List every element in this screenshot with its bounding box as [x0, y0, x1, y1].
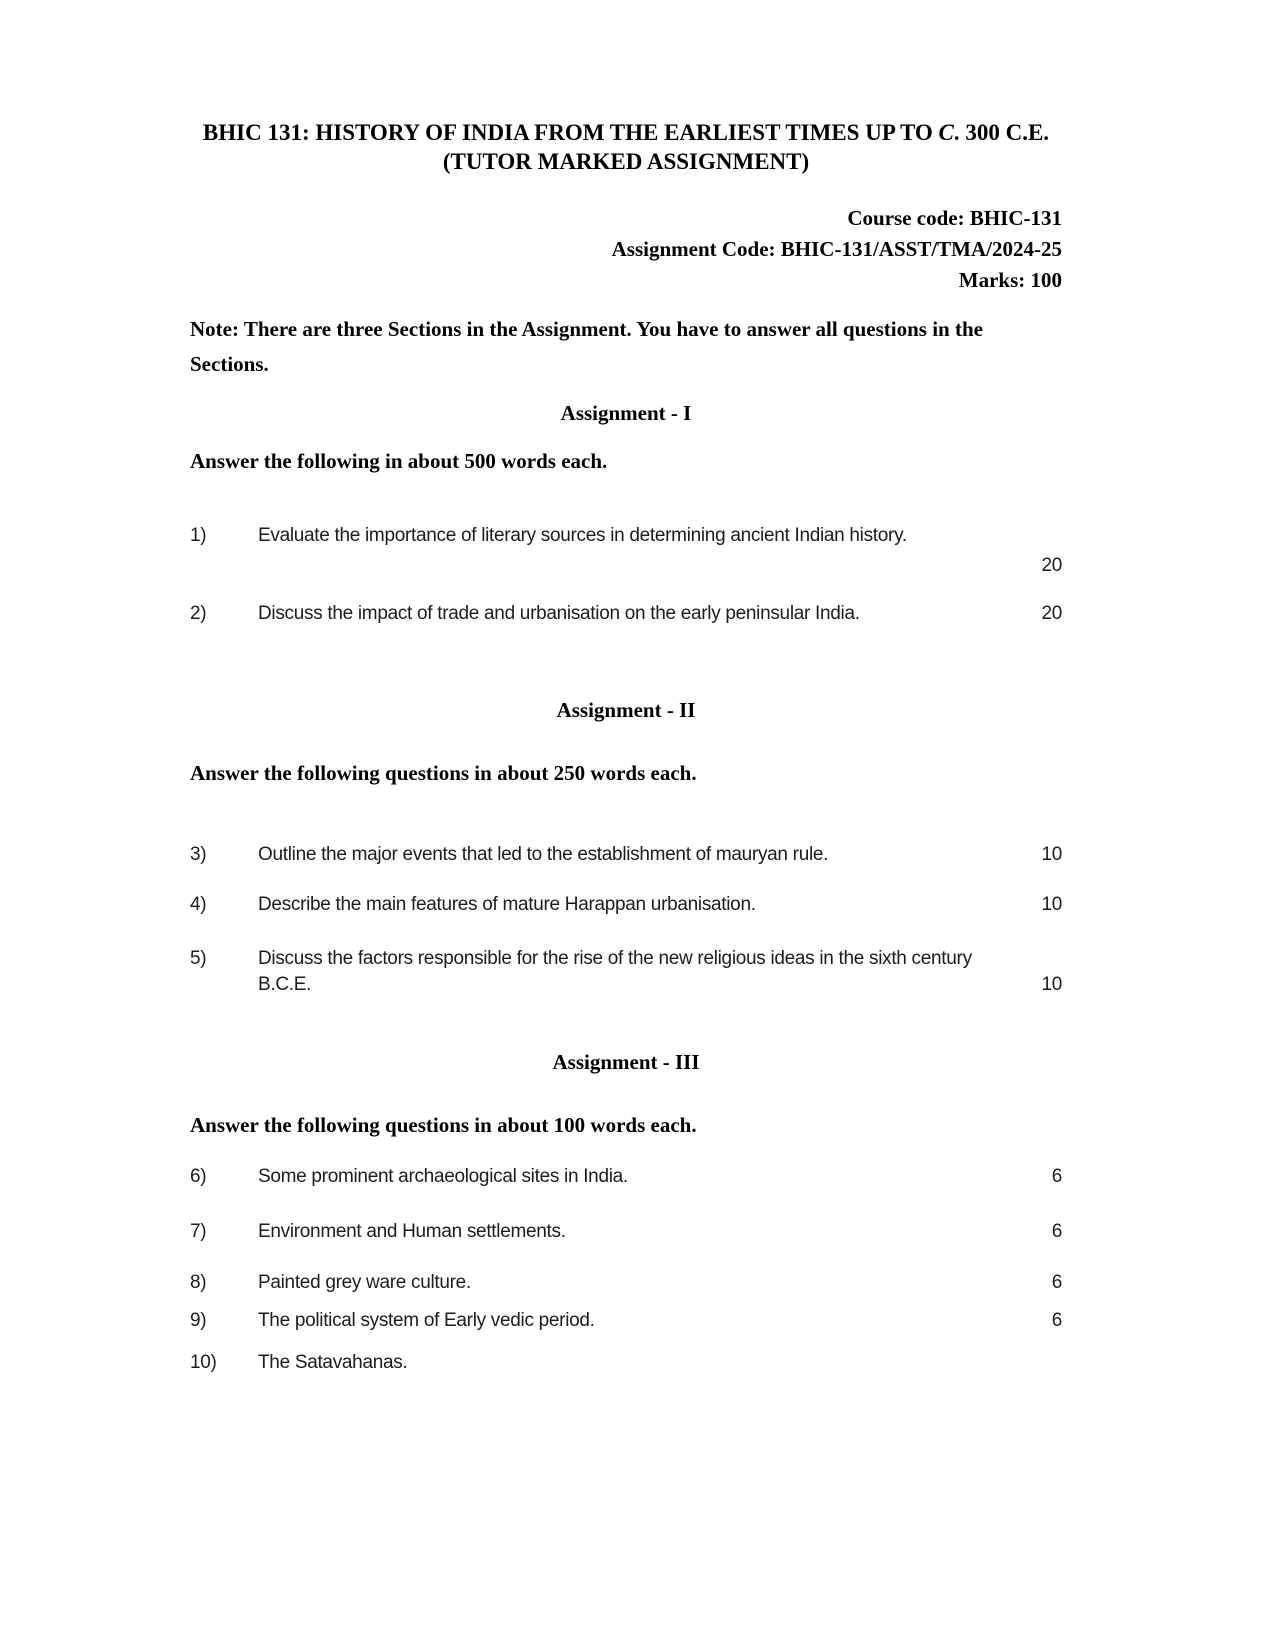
question-row-2: [190, 601, 1062, 627]
assignment-code: Assignment Code: BHIC-131/ASST/TMA/2024-25: [611, 237, 1062, 261]
question-number: 2): [190, 603, 207, 624]
section-instruction-assignment-2: Answer the following questions in about 250 words each.: [190, 761, 697, 785]
total-marks: Marks: 100: [958, 268, 1062, 292]
section-heading-assignment-3: Assignment - III: [552, 1050, 700, 1074]
question-text: Environment and Human settlements.: [258, 1221, 566, 1242]
question-marks: 10: [1041, 974, 1062, 995]
title-text-post: . 300 C.E.: [953, 120, 1050, 145]
question-text: Some prominent archaeological sites in India.: [258, 1166, 628, 1187]
question-marks: 20: [1041, 603, 1062, 624]
title-text-pre: BHIC 131: HISTORY OF INDIA FROM THE EARLIEST TIMES UP TO: [202, 120, 939, 145]
question-list-assignment-1: [190, 523, 1062, 627]
question-number: 10): [190, 1352, 217, 1373]
question-text: Discuss the factors responsible for the rise of the new religious ideas in the sixth century B.C.E.: [258, 948, 972, 995]
question-text: The Satavahanas.: [258, 1352, 408, 1373]
question-marks: 20: [1041, 555, 1062, 576]
section-heading-assignment-1: Assignment - I: [560, 401, 692, 425]
question-number: 9): [190, 1310, 207, 1331]
question-text: Outline the major events that led to the establishment of mauryan rule.: [258, 844, 829, 865]
question-marks: 6: [1051, 1166, 1062, 1187]
question-row-6: [190, 1164, 1062, 1190]
question-marks: 6: [1051, 1272, 1062, 1293]
question-row-4: [190, 892, 1062, 918]
document-title-line1: [190, 118, 1062, 147]
question-number: 7): [190, 1221, 207, 1242]
section-heading-assignment-2: Assignment - II: [556, 698, 696, 722]
question-row-5: [190, 946, 1062, 998]
title-italic-c: C: [938, 120, 954, 145]
meta-block: [190, 203, 1062, 296]
course-code: Course code: BHIC-131: [847, 206, 1062, 230]
question-marks: 6: [1051, 1221, 1062, 1242]
question-text: The political system of Early vedic period.: [258, 1310, 595, 1331]
question-text: Evaluate the importance of literary sources in determining ancient Indian history.: [258, 525, 907, 546]
question-text: Discuss the impact of trade and urbanisation on the early peninsular India.: [258, 603, 860, 624]
question-number: 1): [190, 525, 207, 546]
question-number: 3): [190, 844, 207, 865]
question-row-9: [190, 1308, 1062, 1334]
document-title-line2: (TUTOR MARKED ASSIGNMENT): [442, 149, 810, 174]
question-number: 5): [190, 948, 207, 969]
question-number: 6): [190, 1166, 207, 1187]
question-marks: 10: [1041, 894, 1062, 915]
section-instruction-assignment-1: Answer the following in about 500 words each.: [190, 449, 608, 473]
question-row-8: [190, 1270, 1062, 1296]
note-paragraph: Note: There are three Sections in the Assignment. You have to answer all questions in the Sections.: [190, 317, 983, 376]
section-instruction-assignment-3: Answer the following questions in about 100 words each.: [190, 1113, 697, 1137]
question-text: Painted grey ware culture.: [258, 1272, 471, 1293]
question-marks: 6: [1051, 1310, 1062, 1331]
question-row-10: [190, 1350, 1062, 1376]
question-list-assignment-3: [190, 1164, 1062, 1376]
question-row-3: [190, 842, 1062, 868]
question-row-7: [190, 1219, 1062, 1245]
question-number: 4): [190, 894, 207, 915]
question-list-assignment-2: [190, 842, 1062, 998]
question-marks: 10: [1041, 844, 1062, 865]
question-row-1: [190, 523, 1062, 579]
question-number: 8): [190, 1272, 207, 1293]
document-title: [190, 118, 1062, 176]
question-text: Describe the main features of mature Harappan urbanisation.: [258, 894, 756, 915]
